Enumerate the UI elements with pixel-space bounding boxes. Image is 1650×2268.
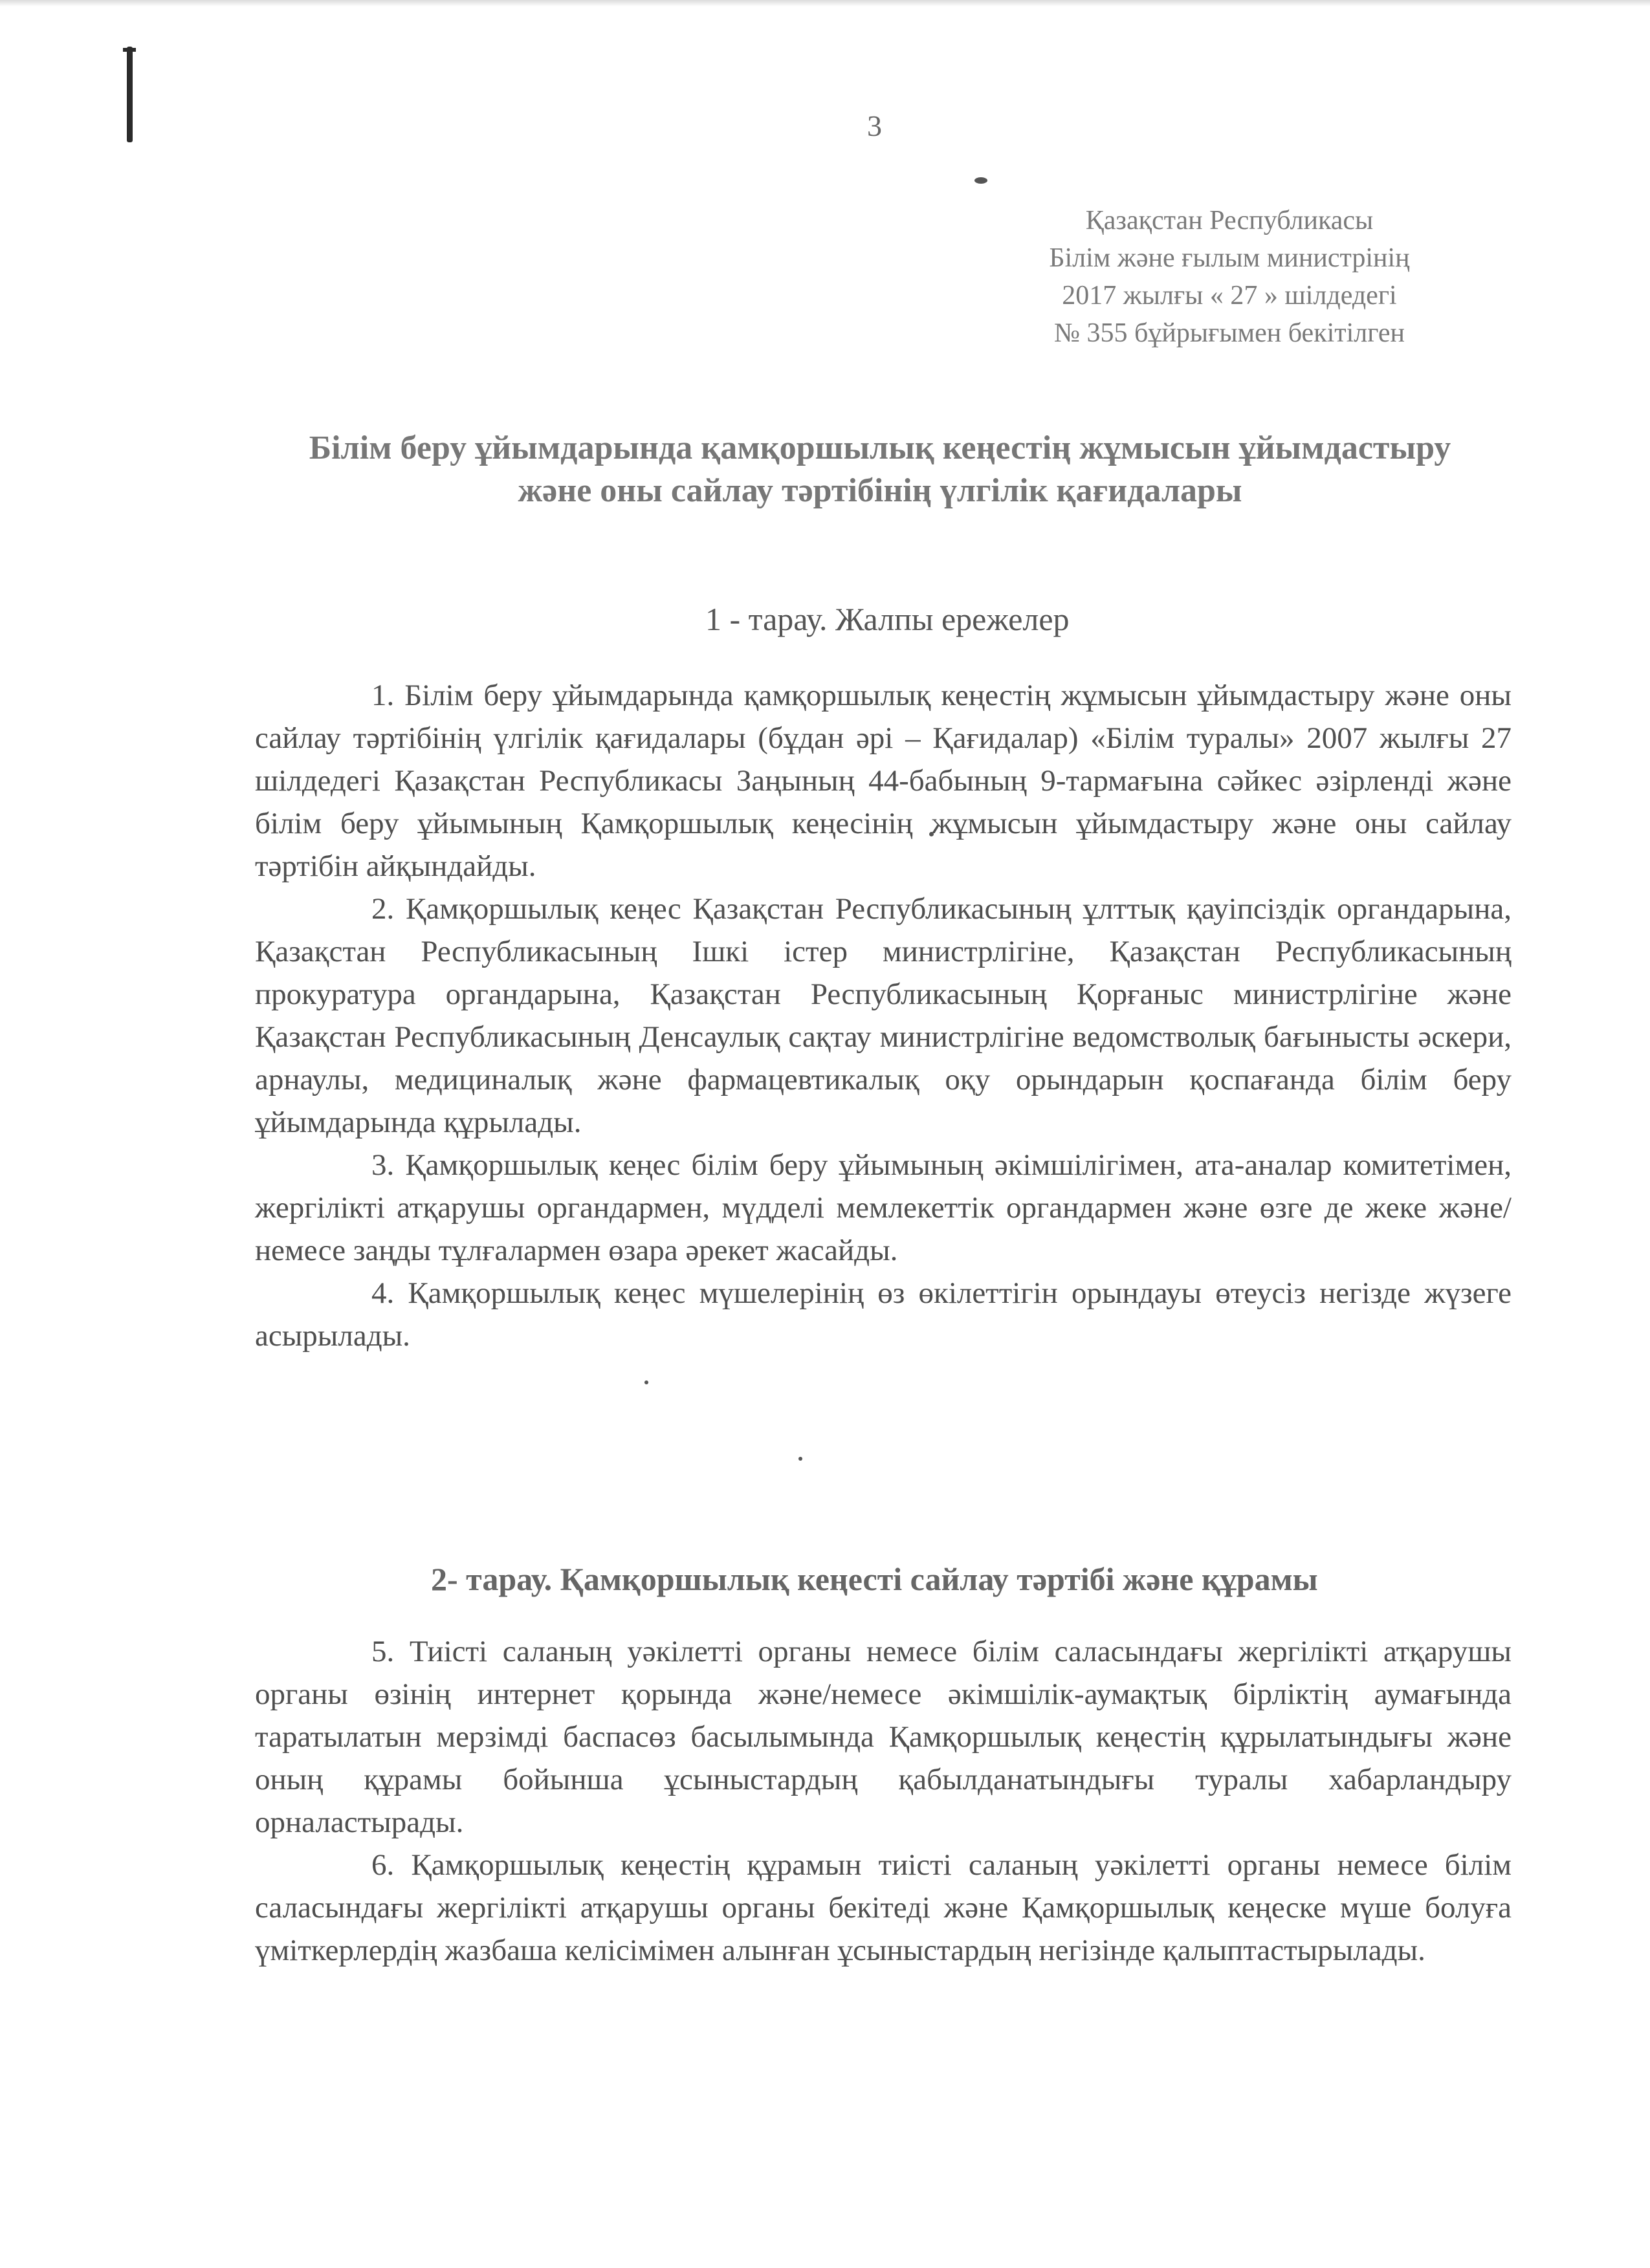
paragraph: 1. Білім беру ұйымдарында қамқоршылық кеңестің жұмысын ұйымдастыру және оны сайлау тәртібінің үлгілік қағидалары (бұдан әрі – Қағидалар) «Білім туралы» 2007 жылғы 27 шілдедегі Қазақстан Республикасы Заңының 44-бабының 9-тармағына сәйкес әзірленді және білім беру ұйымының Қамқоршылық кеңесінің жұмысын ұйымдастыру және оны сайлау тәртібін айқындайды. [255,679,1512,883]
chapter-1-body [255,674,1512,1357]
title-line: және оны сайлау тәртібінің үлгілік қағидалары [518,472,1242,509]
approval-line: Қазақстан Республикасы [1085,206,1374,235]
scan-speck [644,1380,648,1384]
binder-mark [127,47,133,142]
paragraph: 2. Қамқоршылық кеңес Қазақстан Республикасының ұлттық қауіпсіздік органдарына, Қазақстан Республикасының Ішкі істер министрлігіне, Қазақстан Республикасының прокуратура органдарына, Қазақстан Республикасының Қорғаныс министрлігіне және Қазақстан Республикасының Денсаулық сақтау министрлігіне ведомстволық бағынысты әскери, арнаулы, медициналық және фармацевтикалық оқу орындарын қоспағанда білім беру ұйымдарында құрылады. [255,892,1512,1139]
chapter-2-heading: 2- тарау. Қамқоршылық кеңесті сайлау тәртібі және құрамы [431,1561,1318,1597]
approval-line: № 355 бұйрығымен бекітілген [1053,318,1405,348]
document-title [246,427,1514,512]
approval-stamp-text [996,202,1462,352]
chapter-1-heading: 1 - тарау. Жалпы ережелер [705,601,1070,637]
scan-speck [974,177,987,184]
approval-line: Білім және ғылым министрінің [1049,243,1410,273]
chapter-2-body [255,1630,1512,1972]
title-line: Білім беру ұйымдарында қамқоршылық кеңестің жұмысын ұйымдастыру [309,430,1451,466]
scan-edge [0,0,1650,6]
paragraph: 6. Қамқоршылық кеңестің құрамын тиісті саланың уәкілетті органы немесе білім саласындағы жергілікті атқарушы органы бекітеді және Қамқоршылық кеңеске мүше болуға үміткерлердің жазбаша келісімімен алынған ұсыныстардың негізінде қалыптастырылады. [255,1848,1512,1967]
page-number: 3 [867,109,882,142]
paragraph: 5. Тиісті саланың уәкілетті органы немесе білім саласындағы жергілікті атқарушы органы өзінің интернет қорында және/немесе әкімшілік-аумақтық бірліктің аумағында таратылатын мерзімді баспасөз басылымында Қамқоршылық кеңестің құрылатындығы және оның құрамы бойынша ұсыныстардың қабылданатындығы туралы хабарландыру орналастырады. [255,1635,1512,1839]
approval-line: 2017 жылғы « 27 » шілдедегі [1062,281,1397,311]
binder-tick [123,48,136,52]
paragraph: 4. Қамқоршылық кеңес мүшелерінің өз өкілеттігін орындауы өтеусіз негізде жүзеге асырылады. [255,1276,1512,1353]
paragraph: 3. Қамқоршылық кеңес білім беру ұйымының әкімшілігімен, ата-аналар комитетімен, жергілікті атқарушы органдармен, мүдделі мемлекеттік органдармен және өзге де жеке және/немесе заңды тұлғалармен өзара әрекет жасайды. [255,1148,1512,1267]
scan-speck [798,1457,802,1461]
